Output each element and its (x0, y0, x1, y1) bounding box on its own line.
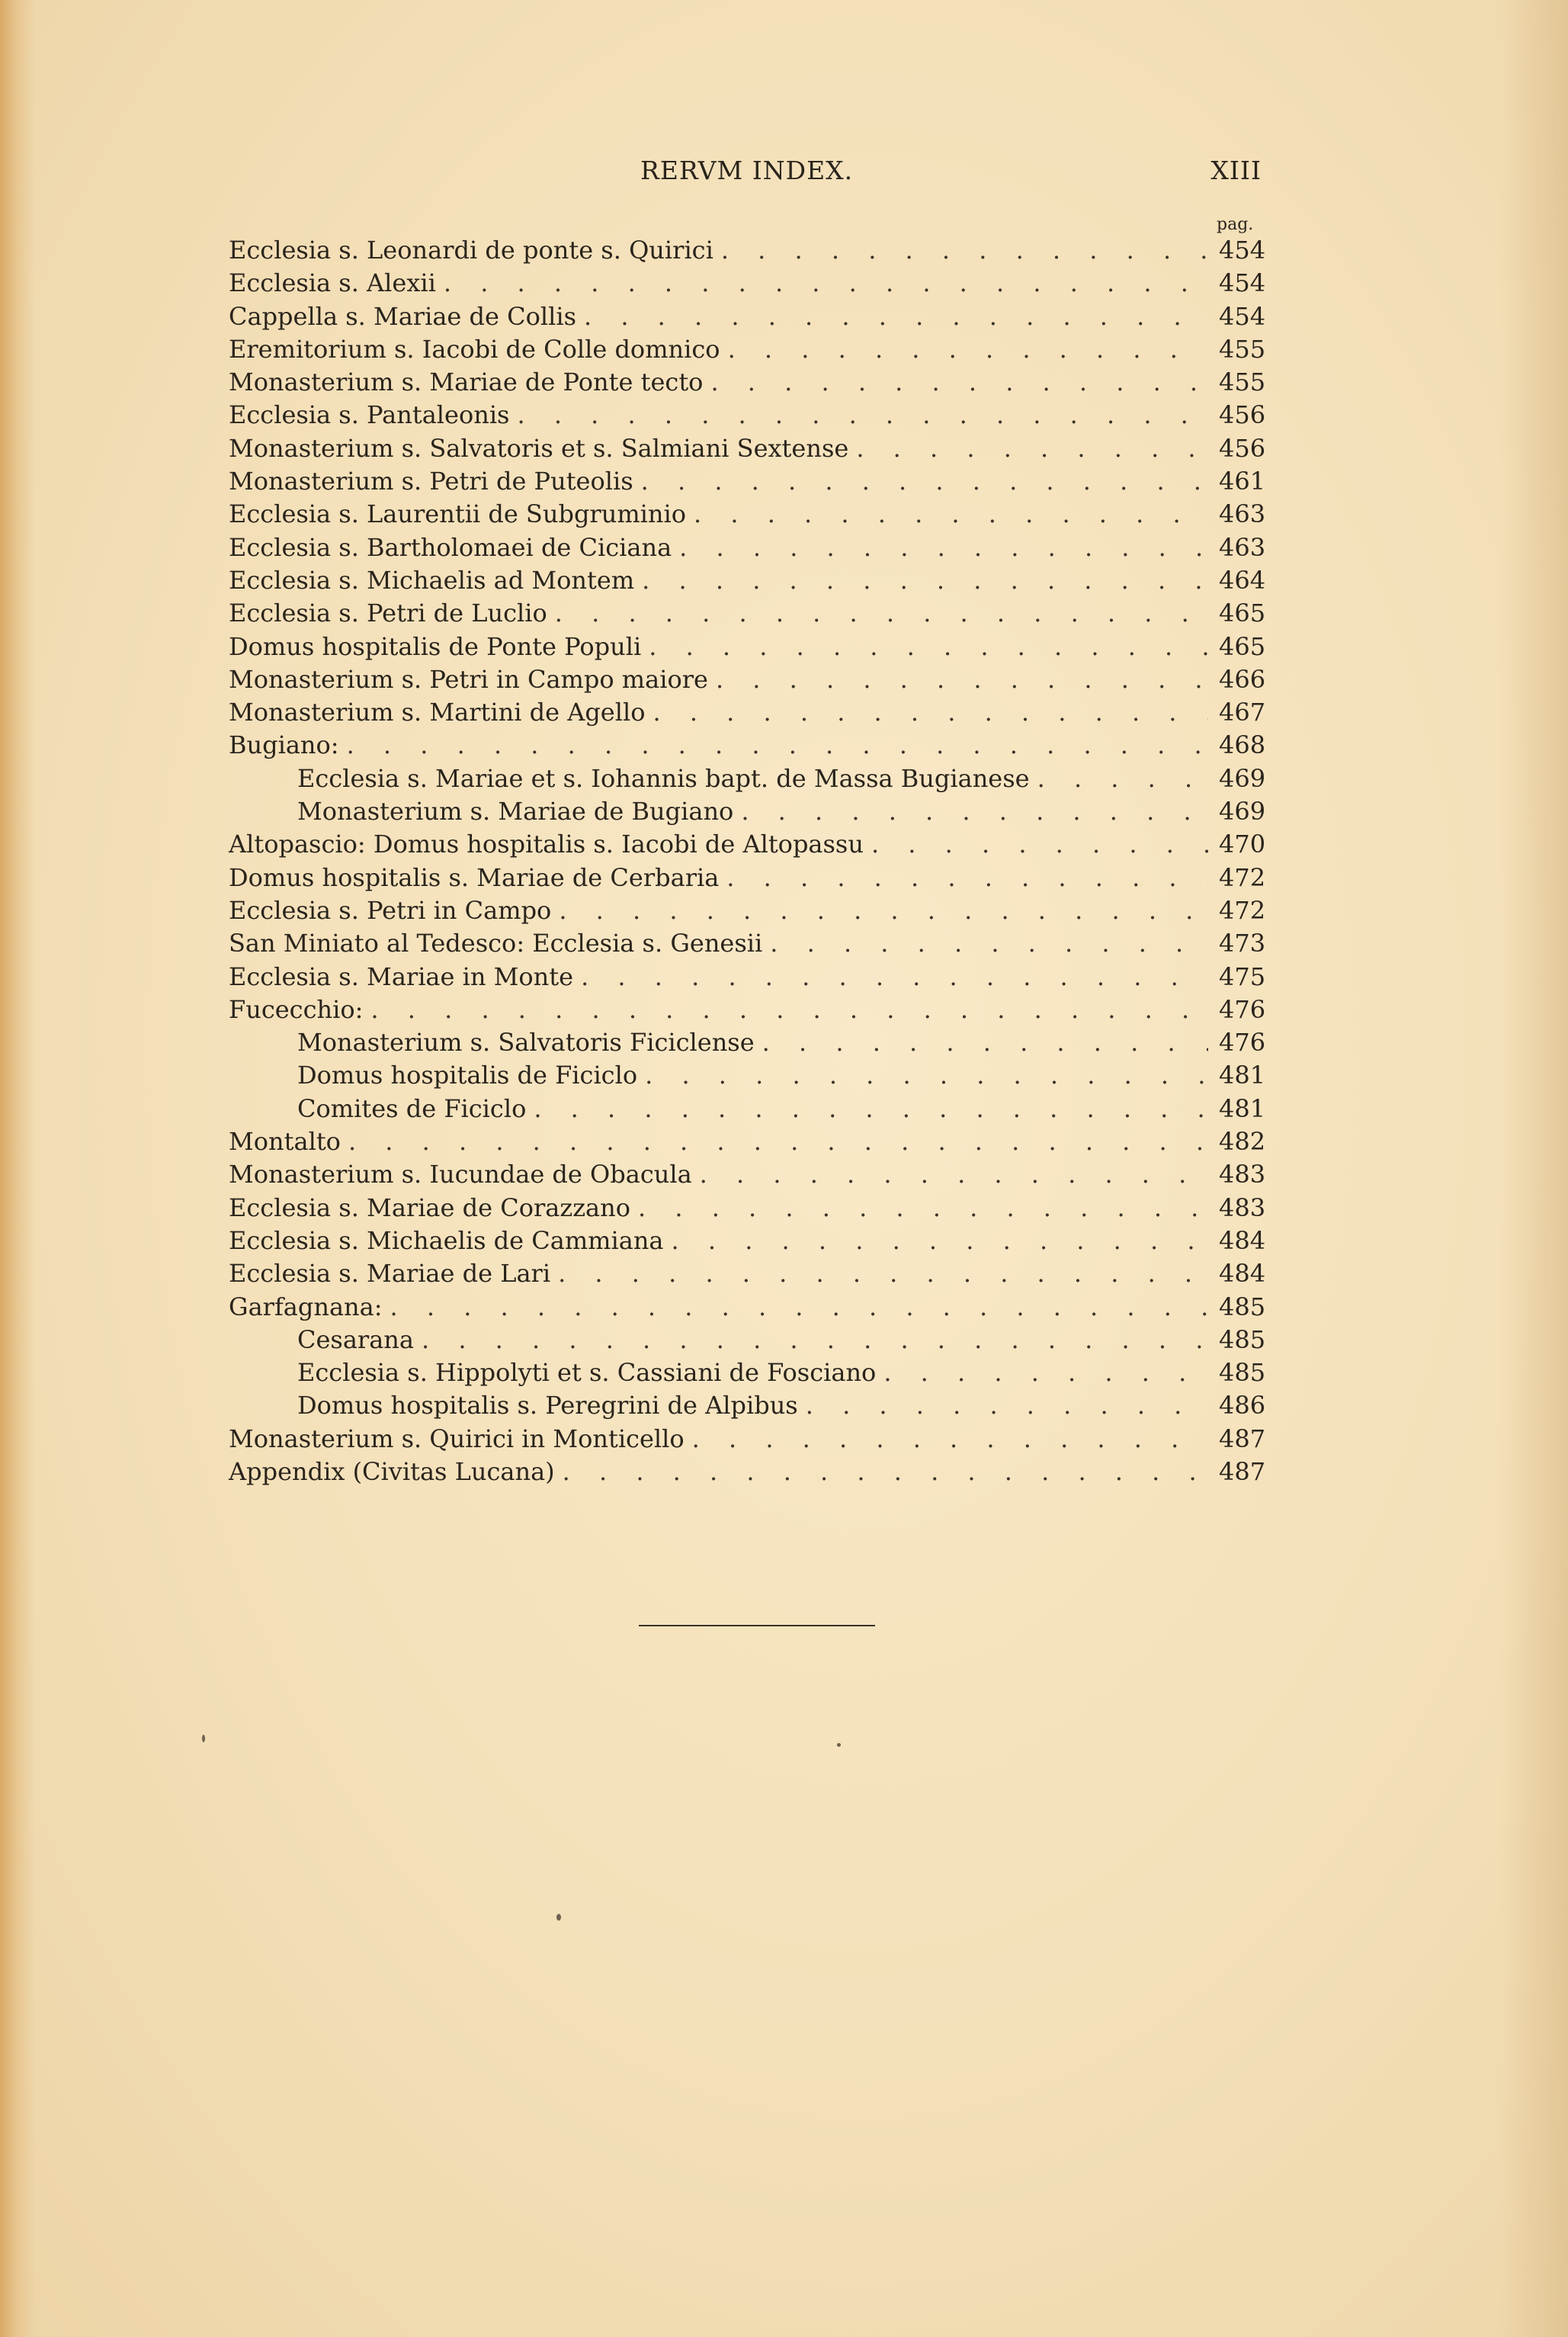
entry-title: Ecclesia s. Bartholomaei de Ciciana (229, 532, 672, 562)
dot-leader (581, 961, 1208, 994)
entry-title: Ecclesia s. Mariae de Corazzano (229, 1193, 630, 1222)
dot-leader (649, 631, 1208, 663)
entry-page-number: 481 (1219, 1061, 1266, 1090)
entry-page-number: 464 (1219, 565, 1266, 595)
entry-title: Eremitorium s. Iacobi de Colle domnico (229, 334, 720, 364)
running-header (229, 156, 1262, 191)
page-shadow (1499, 0, 1568, 2337)
dot-leader (883, 1356, 1208, 1389)
dot-leader (641, 465, 1208, 498)
entry-page-number: 454 (1219, 301, 1266, 331)
entry-title: Monasterium s. Mariae de Bugiano (297, 797, 734, 827)
entry-title: Domus hospitalis de Ficiclo (297, 1061, 638, 1090)
index-entry (229, 927, 1266, 960)
dot-leader (642, 564, 1208, 597)
paper-speck (837, 1743, 841, 1747)
dot-leader (770, 927, 1208, 960)
dot-leader (762, 1026, 1208, 1059)
dot-leader (856, 432, 1208, 465)
index-entry (229, 862, 1266, 894)
index-entry (229, 564, 1266, 597)
entry-title: Monasterium s. Salvatoris et s. Salmiani Sextense (229, 433, 849, 463)
entry-page-number: 484 (1219, 1259, 1266, 1289)
dot-leader (716, 663, 1208, 696)
entry-page-number: 463 (1219, 499, 1266, 529)
index-entry (229, 1059, 1266, 1092)
entry-page-number: 483 (1219, 1160, 1266, 1189)
entry-page-number: 481 (1219, 1093, 1266, 1123)
index-entry (229, 994, 1266, 1026)
entry-title: Monasterium s. Petri in Campo maiore (229, 664, 708, 694)
index-entry (229, 1356, 1266, 1389)
entry-page-number: 485 (1219, 1358, 1266, 1388)
paper-speck (556, 1914, 561, 1921)
index-entry (229, 531, 1266, 564)
dot-leader (1037, 762, 1208, 795)
page-column-label: pag. (1217, 215, 1254, 234)
page-binding-edge (0, 0, 35, 2337)
index-entry (229, 795, 1266, 828)
index-entry (229, 1158, 1266, 1191)
entry-title: Fucecchio: (229, 994, 364, 1024)
entry-title: Monasterium s. Mariae de Ponte tecto (229, 368, 704, 397)
entry-title: Monasterium s. Iucundae de Obacula (229, 1160, 692, 1189)
index-entry (229, 762, 1266, 795)
dot-leader (645, 1059, 1208, 1092)
entry-title: Bugiano: (229, 730, 339, 760)
index-entry (229, 631, 1266, 663)
dot-leader (348, 1125, 1208, 1158)
dot-leader (806, 1389, 1208, 1422)
dot-leader (692, 1423, 1208, 1456)
index-entry (229, 432, 1266, 465)
entry-page-number: 467 (1219, 698, 1266, 727)
entry-title: Monasterium s. Quirici in Monticello (229, 1424, 685, 1453)
entry-page-number: 487 (1219, 1424, 1266, 1453)
entry-title: Altopascio: Domus hospitalis s. Iacobi de Altopassu (229, 830, 864, 859)
entry-page-number: 472 (1219, 862, 1266, 892)
entry-page-number: 482 (1219, 1127, 1266, 1157)
index-entry (229, 267, 1266, 300)
dot-leader (555, 597, 1208, 630)
index-entry (229, 399, 1266, 432)
entry-title: Ecclesia s. Laurentii de Subgruminio (229, 499, 687, 529)
dot-leader (741, 795, 1208, 828)
entry-title: Ecclesia s. Michaelis de Cammiana (229, 1225, 664, 1255)
entry-title: Domus hospitalis s. Mariae de Cerbaria (229, 862, 720, 892)
entry-page-number: 469 (1219, 797, 1266, 827)
entry-page-number: 456 (1219, 433, 1266, 463)
closing-rule (639, 1625, 875, 1626)
index-entry (229, 1093, 1266, 1125)
dot-leader (710, 366, 1208, 399)
entry-title: Comites de Ficiclo (297, 1093, 527, 1123)
entry-title: Monasterium s. Martini de Agello (229, 698, 646, 727)
index-entry (229, 1423, 1266, 1456)
dot-leader (370, 994, 1208, 1026)
index-entry (229, 1257, 1266, 1290)
index-entry (229, 696, 1266, 729)
index-entry (229, 333, 1266, 366)
dot-leader (700, 1158, 1208, 1191)
dot-leader (584, 300, 1208, 333)
dot-leader (558, 1257, 1208, 1290)
entry-title: Domus hospitalis s. Peregrini de Alpibus (297, 1391, 798, 1420)
entry-page-number: 483 (1219, 1193, 1266, 1222)
entry-page-number: 455 (1219, 368, 1266, 397)
entry-page-number: 456 (1219, 400, 1266, 430)
dot-leader (726, 862, 1208, 894)
entry-page-number: 476 (1219, 994, 1266, 1024)
index-entry (229, 465, 1266, 498)
dot-leader (534, 1093, 1208, 1125)
index-entry (229, 1026, 1266, 1059)
entry-title: Ecclesia s. Alexii (229, 268, 436, 298)
entry-page-number: 469 (1219, 763, 1266, 793)
index-entry (229, 498, 1266, 531)
entry-title: Cesarana (297, 1324, 414, 1354)
dot-leader (559, 894, 1208, 927)
entry-title: Ecclesia s. Michaelis ad Montem (229, 565, 635, 595)
index-entry (229, 1389, 1266, 1422)
dot-leader (444, 267, 1208, 300)
entry-page-number: 476 (1219, 1028, 1266, 1058)
dot-leader (638, 1192, 1208, 1225)
entry-title: Ecclesia s. Petri in Campo (229, 895, 552, 925)
index-entry (229, 961, 1266, 994)
index-entry (229, 828, 1266, 861)
entry-title: Ecclesia s. Petri de Luclio (229, 599, 547, 628)
dot-leader (721, 234, 1208, 267)
entry-page-number: 463 (1219, 532, 1266, 562)
entry-page-number: 486 (1219, 1391, 1266, 1420)
index-entry (229, 894, 1266, 927)
entry-page-number: 485 (1219, 1292, 1266, 1321)
entry-title: Ecclesia s. Hippolyti et s. Cassiani de Fosciano (297, 1358, 877, 1388)
entry-title: San Miniato al Tedesco: Ecclesia s. Genesii (229, 929, 763, 958)
dot-leader (517, 399, 1208, 432)
entry-title: Ecclesia s. Mariae in Monte (229, 961, 574, 991)
page-number: XIII (1210, 156, 1262, 185)
entry-title: Cappella s. Mariae de Collis (229, 301, 576, 331)
index-entry (229, 1456, 1266, 1488)
index-entry (229, 1291, 1266, 1324)
entry-page-number: 485 (1219, 1324, 1266, 1354)
index-entry (229, 1192, 1266, 1225)
entry-title: Montalto (229, 1127, 341, 1157)
entry-page-number: 487 (1219, 1456, 1266, 1486)
entry-title: Monasterium s. Petri de Puteolis (229, 467, 633, 496)
index-entry (229, 300, 1266, 333)
index-entry (229, 663, 1266, 696)
index-entry (229, 1125, 1266, 1158)
entry-title: Appendix (Civitas Lucana) (229, 1456, 555, 1486)
dot-leader (679, 531, 1208, 564)
dot-leader (871, 828, 1208, 861)
entry-title: Ecclesia s. Pantaleonis (229, 400, 510, 430)
entry-page-number: 455 (1219, 334, 1266, 364)
entry-page-number: 466 (1219, 664, 1266, 694)
entry-page-number: 473 (1219, 929, 1266, 958)
entry-page-number: 468 (1219, 730, 1266, 760)
paper-speck (202, 1735, 205, 1742)
index-entry (229, 234, 1266, 267)
entry-title: Domus hospitalis de Ponte Populi (229, 631, 642, 661)
entry-page-number: 472 (1219, 895, 1266, 925)
index-entry (229, 1225, 1266, 1257)
index-list (229, 234, 1266, 1488)
entry-page-number: 484 (1219, 1225, 1266, 1255)
entry-title: Garfagnana: (229, 1292, 383, 1321)
dot-leader (672, 1225, 1209, 1257)
dot-leader (563, 1456, 1208, 1488)
dot-leader (653, 696, 1208, 729)
entry-title: Ecclesia s. Leonardi de ponte s. Quirici (229, 236, 713, 265)
index-entry (229, 729, 1266, 762)
index-entry (229, 1324, 1266, 1356)
entry-page-number: 454 (1219, 268, 1266, 298)
entry-page-number: 454 (1219, 236, 1266, 265)
entry-title: Ecclesia s. Mariae et s. Iohannis bapt. de Massa Bugianese (297, 763, 1030, 793)
index-entry (229, 597, 1266, 630)
dot-leader (390, 1291, 1209, 1324)
entry-page-number: 465 (1219, 599, 1266, 628)
entry-title: Monasterium s. Salvatoris Ficiclense (297, 1028, 755, 1058)
dot-leader (347, 729, 1208, 762)
index-entry (229, 366, 1266, 399)
dot-leader (694, 498, 1208, 531)
entry-page-number: 461 (1219, 467, 1266, 496)
entry-page-number: 475 (1219, 961, 1266, 991)
entry-page-number: 465 (1219, 631, 1266, 661)
entry-page-number: 470 (1219, 830, 1266, 859)
entry-title: Ecclesia s. Mariae de Lari (229, 1259, 551, 1289)
dot-leader (422, 1324, 1208, 1356)
dot-leader (728, 333, 1208, 366)
running-title: RERVM INDEX. (640, 156, 854, 185)
